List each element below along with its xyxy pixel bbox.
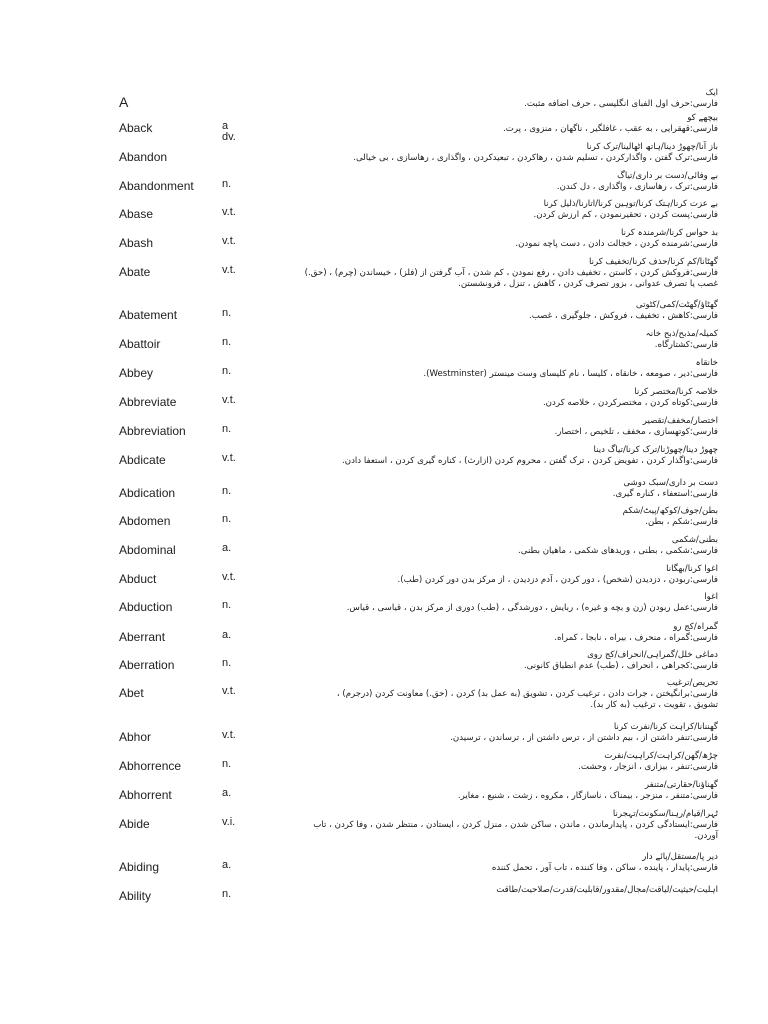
translation-line: چڑھ/گھن/کراہت/کراہیت/نفرت (604, 751, 718, 761)
translation-line: ٹہرا/قیام/رہنا/سکونت/تہجرنا (612, 809, 718, 819)
translation-line: چھوڑ دینا/چھوڑنا/ترک کرنا/تیاگ دینا (593, 445, 718, 455)
translation-line: فارسی:تنفر داشتن از ، بیم داشتن از ، ترس داشتن از ، ترساندن ، ترسیدن. (450, 732, 718, 743)
entry-pos: v.t. (222, 394, 236, 406)
translation-line: تحریص/ترغیب (666, 678, 718, 688)
translation-line: فارسی:عمل ربودن (زن و بچه و غیره) ، ربایش ، دورشدگی ، (طب) دوری از مرکز بدن ، قیاسی ، قیاس. (346, 602, 718, 613)
entry-pos: v.t. (222, 264, 236, 276)
translation-line: فارسی:ایستادگی کردن ، پایدارماندن ، ماندن ، ساکن شدن ، منزل کردن ، ایستادن ، منتظر شدن ، وفا کردن ، تاب (313, 819, 718, 830)
translation-line: فارسی:قهقرایی ، به عقب ، غافلگیر ، ناگهان ، منزوی ، پرت. (503, 123, 718, 134)
entry-translation (524, 88, 718, 110)
entry-pos: n. (222, 307, 232, 319)
entry-pos: v.t. (222, 729, 236, 741)
entry-translation (518, 535, 718, 557)
translation-line: فارسی:دیر ، صومعه ، خانقاه ، کلیسا ، نام کلیسای وست مینستر (Westminster). (423, 368, 718, 379)
entry-pos: v.t. (222, 452, 236, 464)
entry-translation (305, 257, 718, 289)
entry-translation (529, 300, 718, 322)
translation-line: فارسی:واگذار کردن ، تفویض کردن ، ترک گفتن ، محروم کردن (ازارث) ، کناره گیری کردن ، استعفا دادن. (342, 455, 718, 466)
entry-word: Abbreviation (119, 424, 186, 438)
entry-word: Abet (119, 686, 144, 700)
entry-translation (492, 852, 718, 874)
entry-word: Abduction (119, 600, 173, 614)
entry-translation (646, 329, 718, 351)
entry-pos: v.t. (222, 235, 236, 247)
entry-translation (503, 113, 718, 135)
translation-line: فارسی:پایدار ، پاینده ، ساکن ، وفا کننده ، تاب آور ، تحمل کننده (491, 862, 718, 873)
entry-translation (515, 228, 718, 250)
translation-line: فارسی:شکم ، بطن. (645, 516, 718, 527)
entry-pos: v.t. (222, 685, 236, 697)
entry-translation (337, 678, 718, 710)
translation-line: دماغی خلل/گمراہی/انحراف/کج روی (587, 650, 718, 660)
translation-line: فارسی:کوتاه کردن ، مختصرکردن ، خلاصه کردن. (542, 397, 718, 408)
entry-pos: n. (222, 599, 232, 611)
translation-line: خلاصہ کرنا/مختصر کرنا (634, 387, 718, 397)
translation-line: بے وفائی/دست بر داری/تیاگ (617, 171, 718, 181)
entry-word: Abhor (119, 730, 152, 744)
entry-word: Abduct (119, 572, 157, 586)
translation-line: بیچھے کو (687, 113, 718, 123)
translation-line: فارسی:پست کردن ، تحقیرنمودن ، کم ارزش کردن. (533, 209, 718, 220)
entry-word: Abandonment (119, 179, 194, 193)
translation-line: فارسی:حرف اول الفبای انگلیسی ، حرف اضافه مثبت. (524, 98, 718, 109)
translation-line: خانقاہ (695, 358, 718, 368)
translation-line: اغوا کرنا/بھگانا (666, 564, 718, 574)
entry-pos: a. (222, 542, 232, 554)
entry-pos: v.i. (222, 816, 236, 828)
translation-line: فارسی:متنفر ، منزجر ، بیمناک ، ناسازگار ، مکروه ، زشت ، شنیع ، مغایر. (457, 790, 718, 801)
entry-word: Abase (119, 207, 154, 221)
entry-translation (554, 622, 718, 644)
entry-word: Aback (119, 121, 153, 135)
translation-line: فارسی:کاهش ، تخفیف ، فروکش ، جلوگیری ، غصب. (529, 310, 718, 321)
entry-translation (557, 171, 718, 193)
entry-pos: n. (222, 178, 232, 190)
translation-line: فارسی:کجراهی ، انحراف ، (طب) عدم انطباق کانونی. (523, 660, 718, 671)
translation-line: اغوا (704, 592, 718, 602)
translation-line: ایک (705, 88, 718, 98)
entry-translation (496, 885, 718, 896)
entry-word: Abbey (119, 366, 154, 380)
entry-translation (524, 650, 718, 672)
entry-translation (613, 478, 718, 500)
translation-line: فارسی:کشتارگاه. (654, 339, 718, 350)
translation-line: تشویق ، تقویت ، ترغیب (به کار بد). (590, 699, 718, 710)
translation-line: اختصار/مخفف/تقصیر (642, 416, 718, 426)
entry-pos: n. (222, 513, 232, 525)
translation-line: فارسی:گمراه ، منحرف ، بیراه ، نابجا ، کمراه. (554, 632, 718, 643)
entry-word: Abiding (119, 860, 160, 874)
translation-line: کمیلہ/مذبح/ذبح خانہ (645, 329, 718, 339)
entry-translation (450, 722, 718, 744)
entry-word: Abdicate (119, 453, 166, 467)
entry-translation (353, 142, 718, 164)
translation-line: فارسی:ترک ، رهاسازی ، واگذاری ، دل کندن. (556, 181, 718, 192)
translation-line: گھٹاؤ/گھٹت/کمی/کٹوتی (635, 300, 718, 310)
translation-line: فارسی:شرمنده کردن ، خجالت دادن ، دست پاچه نمودن. (515, 238, 718, 249)
translation-line: فارسی:برانگیختن ، جرات دادن ، ترغیب کردن ، تشویق (به عمل بد) کردن ، (حق.) معاونت کردن (درجرم) ، (336, 688, 718, 699)
entry-translation (533, 199, 718, 221)
entry-word: Abattoir (119, 337, 161, 351)
entry-word: Abate (119, 265, 151, 279)
entry-word: Ability (119, 889, 152, 903)
entry-pos: v.t. (222, 571, 236, 583)
entry-word: Aberration (119, 658, 175, 672)
translation-line: غصب یا تصرف عدوانی ، بزور تصرف کردن ، کاهش ، تنزل ، فرونشستن. (458, 278, 718, 289)
translation-line: آوردن. (694, 830, 718, 841)
entry-pos: n. (222, 758, 232, 770)
entry-translation (423, 358, 718, 380)
entry-translation (347, 592, 718, 614)
translation-line: فارسی:استعفاء ، کناره گیری. (612, 488, 718, 499)
entry-word: Abatement (119, 308, 178, 322)
entry-pos: n. (222, 336, 232, 348)
entry-translation (543, 387, 718, 409)
entry-word: Abhorrence (119, 759, 182, 773)
entry-translation (342, 445, 718, 467)
entry-pos: v.t. (222, 206, 236, 218)
translation-line: فارسی:کوتهسازی ، مخفف ، تلخیص ، اختصار. (554, 426, 718, 437)
entry-translation (578, 751, 718, 773)
entry-translation (313, 809, 718, 841)
translation-line: فارسی:ترک گفتن ، واگذارکردن ، تسلیم شدن ، رهاکردن ، تبعیدکردن ، واگذاری ، رهاسازی ، بی خیالی. (353, 152, 718, 163)
entry-translation (623, 506, 718, 528)
entry-pos: n. (222, 657, 232, 669)
entry-word: Abandon (119, 150, 168, 164)
entry-word: Abbreviate (119, 395, 177, 409)
entry-translation (458, 780, 718, 802)
entry-word: A (119, 94, 129, 110)
translation-line: گھننانا/کراہت کرنا/نفرت کرنا (613, 722, 718, 732)
entry-pos: n. (222, 888, 232, 900)
translation-line: فارسی:فروکش کردن ، کاستن ، تخفیف دادن ، رفع نمودن ، کم شدن ، آب گرفتن از (فلز) ، خیساندن (چرم) ، (حق.) (304, 267, 718, 278)
translation-line: اہلیت/حیثیت/لیاقت/مجال/مقدور/قابلیت/قدرت/صلاحیت/طاقت (496, 885, 718, 895)
entry-translation (555, 416, 718, 438)
entry-pos: a. (222, 629, 232, 641)
translation-line: فارسی:تنفر ، بیزاری ، انزجار ، وحشت. (578, 761, 718, 772)
entry-pos: n. (222, 365, 232, 377)
entry-word: Abdication (119, 486, 176, 500)
entry-word: Abhorrent (119, 788, 172, 802)
translation-line: فارسی:شکمی ، بطنی ، وریدهای شکمی ، ماهیان بطنی. (518, 545, 718, 556)
entry-pos: n. (222, 423, 232, 435)
translation-line: بد حواس کرنا/شرمندہ کرنا (621, 228, 718, 238)
entry-word: Abide (119, 817, 150, 831)
entry-word: Aberrant (119, 630, 166, 644)
translation-line: گمراہ/کج رو (673, 622, 718, 632)
translation-line: بے عزت کرنا/ہتک کرنا/توہین کرنا/اتارنا/ذلیل کرنا (543, 199, 718, 209)
entry-pos: n. (222, 485, 232, 497)
translation-line: بطنی/شکمی (671, 535, 718, 545)
entry-translation (398, 564, 718, 586)
translation-line: دست بر داری/سبک دوشی (623, 478, 718, 488)
translation-line: فارسی:ربودن ، دزدیدن (شخص) ، دور کردن ، آدم دزدیدن ، از مرکز بدن دور کردن (طب). (397, 574, 718, 585)
entry-word: Abash (119, 236, 154, 250)
translation-line: گھناؤنا/حقارتی/متنفر (644, 780, 718, 790)
translation-line: گھٹانا/کم کرنا/حذف کرنا/تخفیف کرنا (588, 257, 718, 267)
entry-word: Abdomen (119, 514, 171, 528)
entry-pos: a. (222, 787, 232, 799)
entry-word: Abdominal (119, 543, 176, 557)
entry-pos: a dv. (222, 120, 236, 143)
translation-line: باز آنا/چھوڑ دینا/ہاتھ اٹھالینا/ترک کرنا (586, 142, 718, 152)
entry-pos: a. (222, 859, 232, 871)
translation-line: بطن/جوف/کوکھ/پیٹ/شکم (622, 506, 718, 516)
translation-line: دیر پا/مستقل/پائے دار (642, 852, 718, 862)
